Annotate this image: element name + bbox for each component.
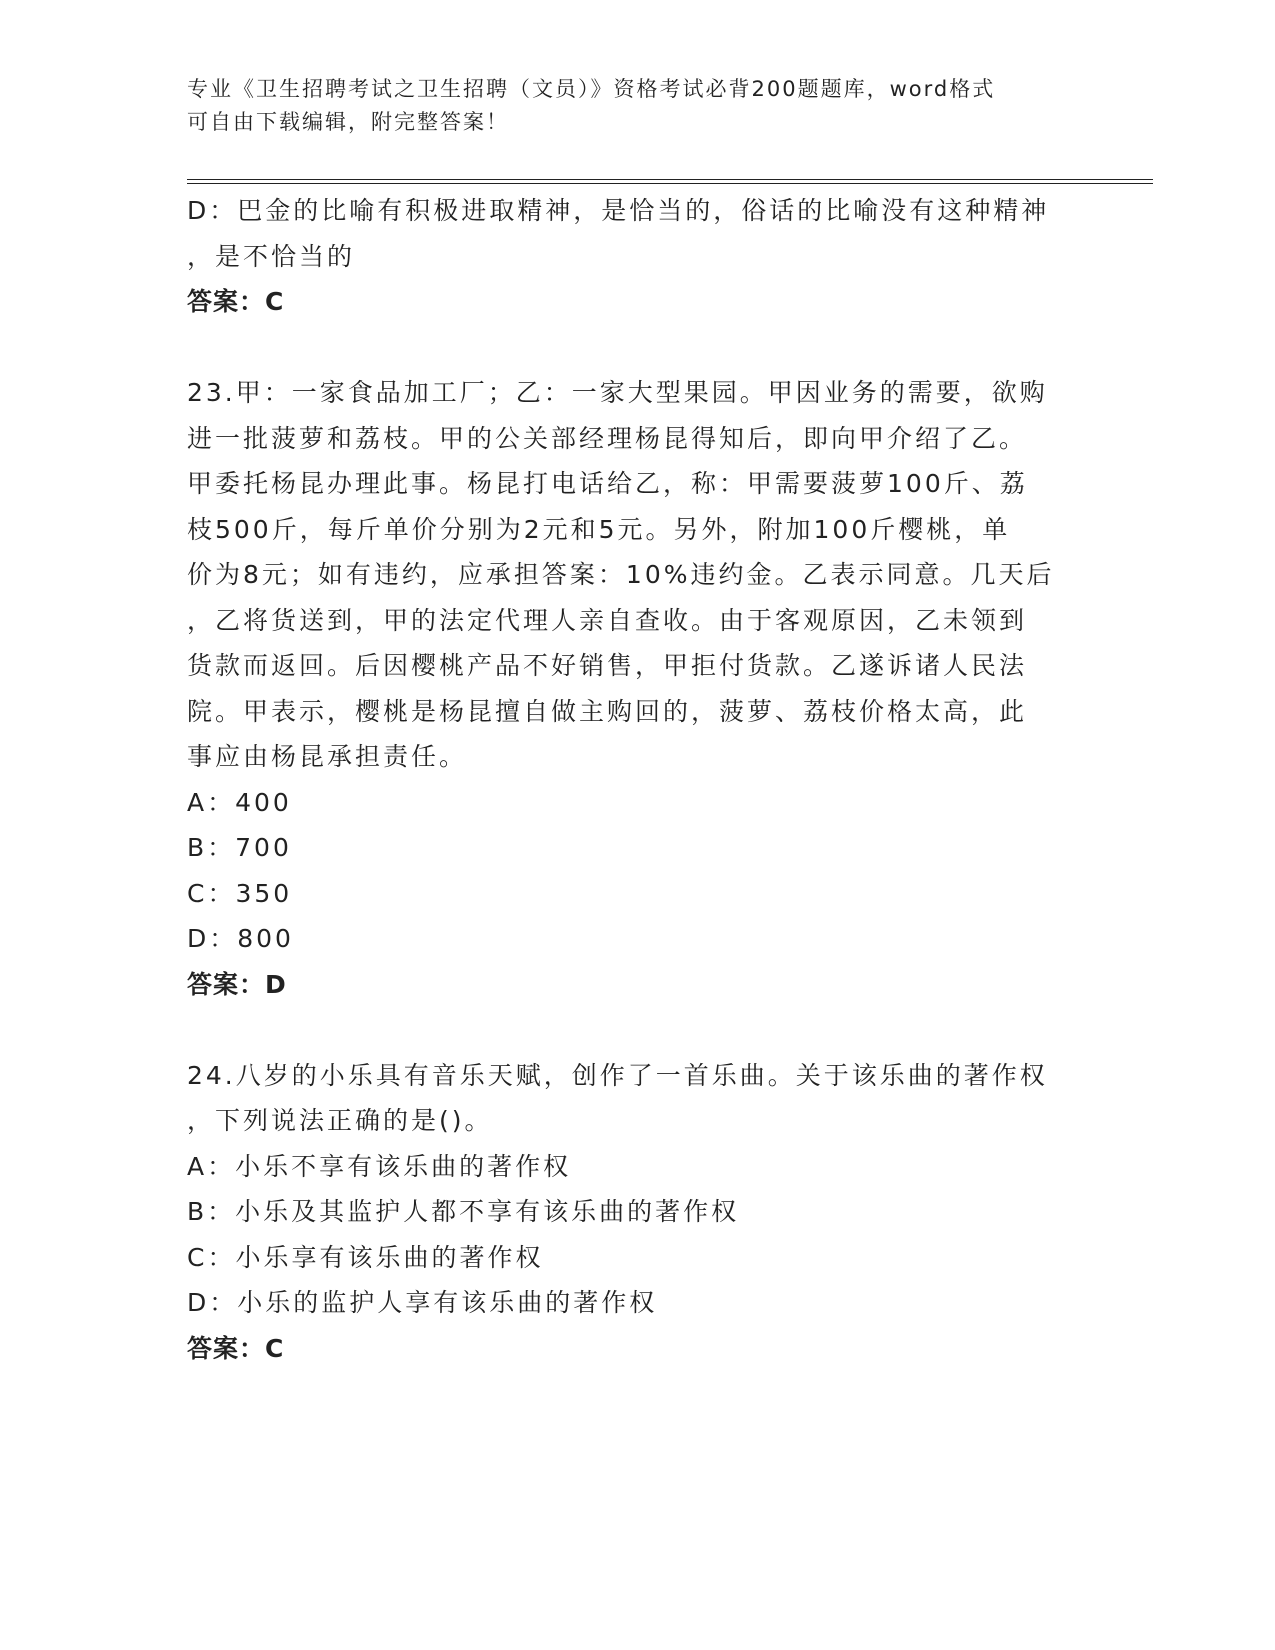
question-stem-line: ，下列说法正确的是()。 <box>187 1106 493 1135</box>
option-a: A：小乐不享有该乐曲的著作权 <box>187 1151 572 1181</box>
question-stem-line: 货款而返回。后因樱桃产品不好销售，甲拒付货款。乙遂诉诸人民法 <box>187 651 1028 680</box>
question-spacer <box>187 1007 1087 1053</box>
option-d: D：小乐的监护人享有该乐曲的著作权 <box>187 1288 658 1317</box>
header-divider-top <box>187 179 1153 180</box>
question-stem-line: 枝500斤，每斤单价分别为2元和5元。另外，附加100斤樱桃，单 <box>187 514 1011 544</box>
answer-line: 答案：C <box>187 287 285 316</box>
header-divider-bottom <box>187 183 1153 184</box>
question-24 <box>187 1053 1087 1372</box>
document-body <box>187 188 1087 1371</box>
option-d: D：800 <box>187 924 294 953</box>
option-b: B：小乐及其监护人都不享有该乐曲的著作权 <box>187 1197 740 1226</box>
header-line-2: 可自由下载编辑，附完整答案！ <box>187 110 509 134</box>
question-stem-line: 院。甲表示，樱桃是杨昆擅自做主购回的，菠萝、荔枝价格太高，此 <box>187 696 1028 726</box>
question-spacer <box>187 325 1087 371</box>
option-a: A：400 <box>187 787 292 817</box>
answer-line: 答案：C <box>187 1333 285 1363</box>
question-stem-line: ，乙将货送到，甲的法定代理人亲自查收。由于客观原因，乙未领到 <box>187 605 1028 635</box>
question-stem-line: 进一批菠萝和荔枝。甲的公关部经理杨昆得知后，即向甲介绍了乙。 <box>187 423 1028 453</box>
option-b: B：700 <box>187 833 292 862</box>
option-c: C：小乐享有该乐曲的著作权 <box>187 1242 544 1272</box>
option-c: C：350 <box>187 878 293 908</box>
answer-line: 答案：D <box>187 969 287 999</box>
question-22 <box>187 188 1087 325</box>
header-line-1: 专业《卫生招聘考试之卫生招聘（文员）》资格考试必背200题题库，word格式 <box>187 77 996 101</box>
question-stem-line: 价为8元；如有违约，应承担答案：10%违约金。乙表示同意。几天后 <box>187 560 1055 589</box>
question-23 <box>187 370 1087 1007</box>
option-d-continued: ，是不恰当的 <box>187 241 356 271</box>
question-stem-line: 事应由杨昆承担责任。 <box>187 742 468 771</box>
question-stem-line: 23.甲：一家食品加工厂；乙：一家大型果园。甲因业务的需要，欲购 <box>187 378 1048 407</box>
question-stem-line: 甲委托杨昆办理此事。杨昆打电话给乙，称：甲需要菠萝100斤、荔 <box>187 469 1028 498</box>
question-stem-line: 24.八岁的小乐具有音乐天赋，创作了一首乐曲。关于该乐曲的著作权 <box>187 1060 1048 1090</box>
option-d: D：巴金的比喻有积极进取精神，是恰当的，俗话的比喻没有这种精神 <box>187 196 1050 225</box>
page-header <box>187 73 1087 139</box>
